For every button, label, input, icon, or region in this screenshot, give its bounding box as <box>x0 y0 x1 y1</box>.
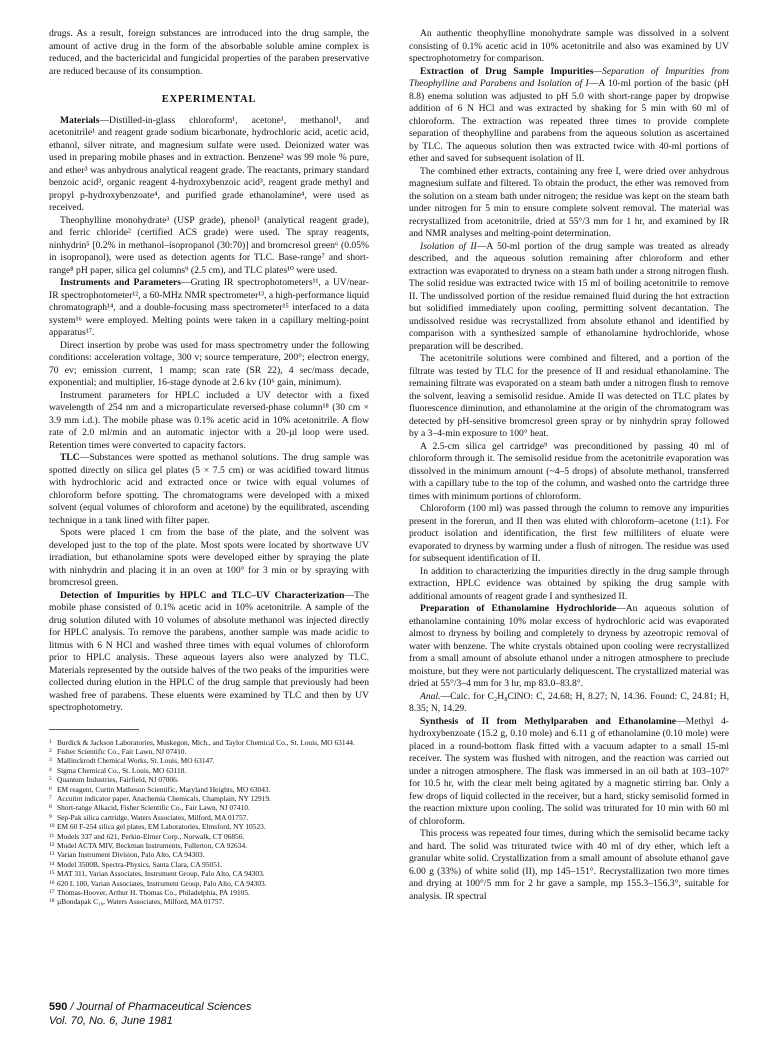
preparation-text: —An aqueous solution of ethanolamine containing 10% molar excess of hydrochloric acid was evaporated almost to dryness by boiling and completely to dryness by azeotropic removal of water with benzene. The white crystals obtained upon cooling were recrystallized from a small amount of absolute ethanol under a nitrogen atmosphere to preclude moisture, but they were not particularly deliquescent. The crystallized material was dried at 55°/3–4 mm for 3 hr, mp 83.0–83.8°. <box>409 603 729 689</box>
materials-heading: Materials <box>60 114 100 126</box>
extraction-text: —A 10-ml portion of the basic (pH 8.8) enema solution was adjusted to pH 5.0 with short-range paper by dropwise addition of 6 N HCl and was extracted by shaking for 5 min with 60 ml of chloroform. The extraction was repeated three times to provide complete separation of theophylline and parabens from the aqueous solution as ascertained by TLC. The aqueous solution then was extracted twice with 40-ml portions of ether and saved for subsequent isolation of II. <box>409 78 730 164</box>
footnote-mark: 6 <box>49 785 52 792</box>
footnote-text: Sep-Pak silica cartridge, Waters Associates, Milford, MA 01757. <box>57 812 249 822</box>
footnote-mark: 7 <box>49 794 52 801</box>
isolation-paragraph <box>409 241 729 354</box>
footnote-mark: 5 <box>49 776 52 783</box>
footnote-item <box>49 756 369 765</box>
footnote-text: Sigma Chemical Co., St. Louis, MO 63118. <box>57 765 187 775</box>
direct-insertion-paragraph: Direct insertion by probe was used for mass spectrometry under the following conditions: acceleration voltage, 300 v; source temperature, 200°; electron energy, 70 ev; emission current, 1 mamp; scan rate (SR 22), 4 sec/mass decade, exponential; and multiplier, 16-stage dynode at 2.6 kv (10⁶ gain, minimum). <box>49 339 369 388</box>
tlc-text: —Substances were spotted as methanol solutions. The drug sample was spotted directly on silica gel plates (5 × 7.5 cm) or was acidified toward litmus with hydrochloric acid and extracted once or twice with equal volumes of chloroform before spotting. The chromatograms were developed with a mixed solvent (equal volumes of chloroform and acetone) by the equilibrated, ascending technique in a tank lined with filter paper. <box>49 452 369 526</box>
detection-heading: Detection of Impurities by HPLC and TLC–UV Characterization <box>60 589 345 601</box>
left-column <box>49 28 369 907</box>
journal-name: / Journal of Pharmaceutical Sciences <box>70 1001 252 1013</box>
footnote-mark: 17 <box>49 889 55 895</box>
instruments-heading: Instruments and Parameters <box>60 277 181 288</box>
footnote-item <box>49 775 369 784</box>
isolation-heading: Isolation of II <box>420 240 477 252</box>
footnote-mark: 2 <box>49 747 52 754</box>
footnote-mark: 16 <box>49 879 55 886</box>
footnote-item <box>49 747 369 756</box>
preparation-heading: Preparation of Ethanolamine Hydrochloride <box>420 603 617 614</box>
footnote-text: Quantum Industries, Fairfield, NJ 07006. <box>57 775 179 785</box>
acetonitrile-paragraph: The acetonitrile solutions were combined and filtered, and a portion of the filtrate was tested by TLC for the presence of II and residual ethanolamine. The remaining filtrate was evaporated on a steam bath under a nitrogen flush to remove the solvent, leaving a semisolid residue. Amide II was detected on TLC plates by fluorescence diminution, and ethanolamine at the origin of the chromatogram was detected by pH-sensitive bromcresol green spray or by ninhydrin spray followed by a 3–4-min exposure to 100° heat. <box>409 353 729 439</box>
footnote-mark: 3 <box>49 757 52 764</box>
footnote-mark: 12 <box>49 841 55 848</box>
footnote-item <box>49 738 369 747</box>
extraction-heading: Extraction of Drug Sample Impurities <box>420 65 594 77</box>
footnote-text: Varian Instrument Division, Palo Alto, CA 94303. <box>57 850 205 860</box>
theophylline-paragraph: Theophylline monohydrate³ (USP grade), phenol³ (analytical reagent grade), and ferric chloride² (certified ACS grade) were used. The spray reagents, ninhydrin⁵ [0.2% in methanol–isopropanol (30:70)] and bromcresol green⁶ (0.05% in isopropanol), were used as detection agents for TLC. Base-range⁷ and short-range⁸ pH paper, silica gel columns⁹ (2.5 cm), and TLC plates¹⁰ were used. <box>49 214 369 276</box>
footnote-item <box>49 803 369 812</box>
footnote-item <box>49 813 369 822</box>
footnote-item <box>49 897 369 906</box>
section-title-experimental: EXPERIMENTAL <box>161 94 257 105</box>
page-number: 590 <box>49 1001 68 1013</box>
instruments-text: —Grating IR spectrophotometers¹¹, a UV/near-IR spectrophotometer¹², a 60-MHz NMR spectrometer¹³, a high-performance liquid chromatograph¹⁴, and a double-focusing mass spectrometer¹⁵ interfaced to a data system¹⁶ were employed. Melting points were taken in a capillary melting-point apparatus¹⁷. <box>49 277 370 338</box>
footnote-mark: 4 <box>49 766 52 773</box>
footnote-rule <box>49 729 139 738</box>
footnote-text: Short-range Alkacid, Fisher Scientific Co., Fair Lawn, NJ 07410. <box>57 803 250 813</box>
footnote-mark: 14 <box>49 860 55 867</box>
detection-text: —The mobile phase consisted of 0.1% acetic acid in 10% acetonitrile. A sample of the drug solution diluted with 10 volumes of absolute methanol was injected directly for HPLC analysis. To remove the parabens, another sample was made acidic to litmus with 6 N HCl and washed three times with equal volumes of chloroform prior to HPLC analysis. These aqueous layers also were analyzed by TLC. Materials represented by the outside halves of the two peaks of the impurities were collected during elution in the HPLC of the drug sample that previously had been washed free of parabens. These eluents were examined by TLC and then by UV spectrophotometry. <box>49 589 369 713</box>
footnote-text: Model ACTA MIV, Beckman Instruments, Fullerton, CA 92634. <box>57 840 247 850</box>
page-footer <box>49 1000 251 1028</box>
footnote-item <box>49 888 369 897</box>
footnote-list <box>49 738 369 907</box>
extraction-paragraph <box>409 66 729 166</box>
synthesis-paragraph <box>409 716 729 829</box>
footnote-item <box>49 879 369 888</box>
footnote-item <box>49 794 369 803</box>
spiking-paragraph: In addition to characterizing the impurities directly in the drug sample through extraction, HPLC evidence was obtained by spiking the drug sample with additional amounts of reagent grade I and synthesized II. <box>409 565 729 602</box>
footnote-text: Mallinckrodt Chemical Works, St. Louis, MO 63147. <box>57 756 215 766</box>
footnote-mark: 18 <box>49 898 55 905</box>
synthesis-heading: Synthesis of II from Methylparaben and Ethanolamine <box>420 715 677 727</box>
issue-info: Vol. 70, No. 6, June 1981 <box>49 1015 173 1027</box>
footnote-text: Fisher Scientific Co., Fair Lawn, NJ 07410. <box>57 746 187 756</box>
footnote-text: Thomas-Hoover, Arthur H. Thomas Co., Philadelphia, PA 19105. <box>57 888 250 897</box>
footnote-item <box>49 841 369 850</box>
footnote-mark: 15 <box>49 870 55 877</box>
synthesis-text: —Methyl 4-hydroxybenzoate (15.2 g, 0.10 mole) and 6.11 g of ethanolamine (0.10 mole) were placed in a round-bottom flask fitted with a vacuum adapter to a small 15-ml receiver. The system was flushed with nitrogen, and the reaction was carried out under a nitrogen atmosphere. The flask was immersed in an oil bath at 103–107° for 10.5 hr, with the clear melt being agitated by a magnetic stirring bar. Only a few drops of liquid collected in the receiver, but a hard, sticky semisolid formed in the reaction mixture upon cooling. The solid was triturated for 10 min with 60 ml of chloroform. <box>409 715 729 827</box>
isolation-text: —A 50-ml portion of the drug sample was treated as already described, and the aqueous solution remaining after chloroform and ether extraction was evaporated to dryness on a steam bath under a strong nitrogen flush. The solid residue was extracted twice with 15 ml of boiling acetonitrile to remove II. The undissolved portion of the residue remained fluid during the hot extraction but solidified immediately upon cooling, permitting solvent decantation. The undissolved residue was recrystallized from absolute ethanol and identified by comparison with a synthesized sample of ethanolamine hydrochloride, whose preparation will be described. <box>409 240 729 352</box>
chloroform-column-paragraph: Chloroform (100 ml) was passed through the column to remove any impurities present in the forerun, and II then was eluted with chloroform–acetone (1:1). For product isolation and identification, the first few milliliters of eluate were evaporated to dryness by warming under a flush of nitrogen. The residue was used for subsequent identification of II. <box>409 503 729 564</box>
process-paragraph: This process was repeated four times, during which the semisolid became tacky and hard. The solid was triturated twice with 40 ml of dry ether, which left a granular white solid. Crystallization from a small amount of absolute ethanol gave 6.00 g (33%) of white solid (II), mp 145–151°. Recrystallization two more times and drying at 100°/5 mm for 2 hr gave a sample, mp 155.3–156.3°, suitable for analysis. IR spectral <box>409 828 729 902</box>
intro-paragraph: drugs. As a result, foreign substances are introduced into the drug sample, the amount of active drug in the form of the absorbable soluble amine complex is reduced, and the bactericidal and fungicidal properties of the paraben preservative are reduced because of its consumption. <box>49 28 369 77</box>
spots-paragraph: Spots were placed 1 cm from the base of the plate, and the solvent was developed just to the top of the plate. Most spots were located by shortwave UV irradiation, but ethanolamine spots were developed either by spraying the plate with ninhydrin and placing it in an oven at 100° for 3 min or by spraying with bromcresol green. <box>49 527 369 588</box>
hplc-parameters-paragraph: Instrument parameters for HPLC included a UV detector with a fixed wavelength of 254 nm and a microparticulate reversed-phase column¹⁸ (30 cm × 3.9 mm i.d.). The mobile phase was 0.1% acetic acid in 10% acetonitrile. A flow rate of 2.0 ml/min and an automatic injector with a 20-µl loop were used. Retention times were converted to capacity factors. <box>49 389 369 451</box>
footnote-mark: 1 <box>49 738 52 745</box>
footnote-item <box>49 850 369 859</box>
footnote-item <box>49 785 369 794</box>
tlc-heading: TLC <box>60 452 80 463</box>
footnote-mark: 10 <box>49 823 55 830</box>
footnote-text: MAT 311, Varian Associates, Instrument Group, Palo Alto, CA 94303. <box>57 869 265 879</box>
materials-paragraph <box>49 115 369 215</box>
footnote-text: µBondapak C₁₈, Waters Associates, Milford, MA 01757. <box>57 897 225 907</box>
preparation-paragraph <box>409 603 729 691</box>
right-column <box>409 28 729 903</box>
footnote-text: Accutint indicator paper, Anachemia Chemicals, Champlain, NY 12919. <box>57 793 271 803</box>
extraction-subheading: —Separation of Impurities from Theophylline and Parabens and Isolation of I <box>409 65 730 89</box>
footnote-text: 620 L 100, Varian Associates, Instrument Group, Palo Alto, CA 94303. <box>57 878 267 888</box>
footnote-mark: 8 <box>49 804 52 811</box>
analysis-heading: Anal. <box>420 690 441 702</box>
footnote-mark: 11 <box>49 832 55 839</box>
silica-cartridge-paragraph: A 2.5-cm silica gel cartridge⁹ was preconditioned by passing 40 ml of chloroform through it. The semisolid residue from the acetonitrile evaporation was dissolved in the minimum amount (~4–5 drops) of absolute methanol, transferred with a capillary tube to the top of the column, and washed onto the cartridge three times with minimum portions of chloroform. <box>409 440 729 502</box>
footnote-text: EM 60 F-254 silica gel plates, EM Laboratories, Elmsford, NY 10523. <box>57 822 266 832</box>
footnote-text: Model 3500B, Spectra-Physics, Santa Clara, CA 95051. <box>57 859 223 869</box>
analysis-text: —Calc. for C₂H₈ClNO: C, 24.68; H, 8.27; N, 14.36. Found: C, 24.81; H, 8.35; N, 14.29. <box>409 690 729 714</box>
footnote-text: Models 337 and 621, Perkin-Elmer Corp., Norwalk, CT 06856. <box>57 831 245 841</box>
analysis-paragraph <box>409 691 729 716</box>
footer-line-1 <box>49 1000 251 1014</box>
footnote-item <box>49 860 369 869</box>
instruments-paragraph <box>49 277 369 340</box>
footnote-item <box>49 832 369 841</box>
combined-extracts-paragraph: The combined ether extracts, containing any free I, were dried over anhydrous magnesium sulfate and filtered. To obtain the product, the ether was removed from the solution on a steam bath under nitrogen; the residue was kept on the steam bath under nitrogen for 5 min to ensure complete solvent removal. The material was recrystallized from acetonitrile, dried at 55°/3 mm for 1 hr, and examined by IR and NMR analyses and melting-point determination. <box>409 165 729 239</box>
tlc-paragraph <box>49 452 369 527</box>
materials-text: —Distilled-in-glass chloroform¹, acetone¹, methanol¹, and acetonitrile¹ and reagent grade sodium bicarbonate, hydrochloric acid, acetic acid, ethanol, silver nitrate, and magnesium sulfate were used. Deionized water was used in preparing mobile phases and in extraction. Benzene² was 99 mole % pure, and ether³ was anhydrous analytical reagent grade. The reactants, primary standard benzoic acid³, organic reagent 4-hydroxybenzoic acid³, reagent grade methyl and propyl p-hydroxybenzoate⁴, and purified grade ethanolamine⁴, were used as received. <box>49 114 369 213</box>
footnote-item <box>49 766 369 775</box>
footnote-item <box>49 822 369 831</box>
footnote-mark: 13 <box>49 851 55 858</box>
footnote-mark: 9 <box>49 813 52 820</box>
detection-paragraph <box>49 590 369 715</box>
footnote-text: EM reagent, Curtin Matheson Scientific, Maryland Heights, MO 63043. <box>57 784 271 794</box>
footnote-text: Burdick & Jackson Laboratories, Muskegon, Mich., and Taylor Chemical Co., St. Louis, MO 63144. <box>57 737 355 747</box>
footnote-item <box>49 869 369 878</box>
authentic-sample-paragraph: An authentic theophylline monohydrate sample was dissolved in a solvent consisting of 0.1% acetic acid in 10% acetonitrile and also was examined by UV spectrophotometry for comparison. <box>409 28 729 64</box>
